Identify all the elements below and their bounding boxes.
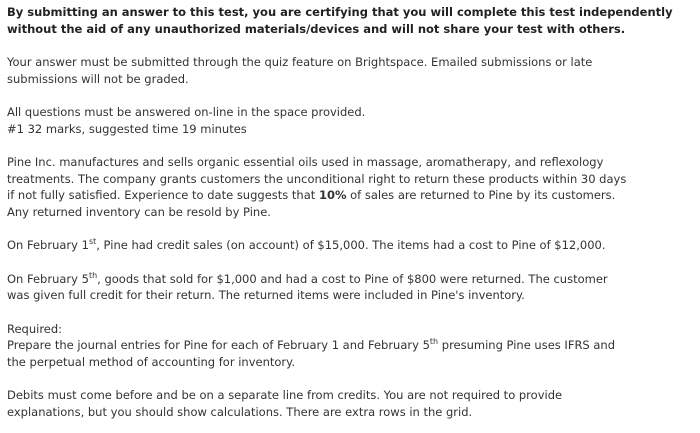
submission-notice-line2: submissions will not be graded. xyxy=(7,71,189,86)
scenario-line2: treatments. The company grants customers the unconditional right to return these products within 30 days xyxy=(7,171,627,186)
required-line1-end: presuming Pine uses IFRS and xyxy=(438,338,616,352)
feb5-start: On February 5 xyxy=(7,271,89,286)
feb1-end: , Pine had credit sales (on account) of $15,000. The items had a cost to Pine of $12,000. xyxy=(96,238,606,252)
feb5-line2: was given full credit for their return. The returned items were included in Pine's inventory. xyxy=(7,288,525,302)
scenario-paragraph xyxy=(7,154,690,220)
required-line2: the perpetual method of accounting for inventory. xyxy=(7,354,295,369)
return-rate: 10% xyxy=(318,188,347,202)
answer-instructions xyxy=(7,104,690,137)
feb1-ordinal: st xyxy=(88,237,97,247)
required-line1-start: Prepare the journal entries for Pine for each of February 1 and February 5 xyxy=(7,338,430,352)
feb5-end: , goods that sold for $1,000 and had a cost to Pine of $800 were returned. The customer xyxy=(97,271,608,286)
grid-notes xyxy=(7,387,690,420)
feb5-ordinal: th xyxy=(88,270,98,280)
required-heading: Required: xyxy=(7,321,63,336)
scenario-line4: Any returned inventory can be resold by Pine. xyxy=(7,204,271,219)
question-marks-time: #1 32 marks, suggested time 19 minutes xyxy=(7,121,247,136)
grid-notes-line2: explanations, but you should show calculations. There are extra rows in the grid. xyxy=(7,404,473,419)
scenario-line1: Pine Inc. manufactures and sells organic essential oils used in massage, aromatherapy, and reflexology xyxy=(7,155,604,169)
feb5-transaction xyxy=(7,271,690,304)
required-section xyxy=(7,321,690,371)
integrity-warning-line1: By submitting an answer to this test, you are certifying that you will complete this test independently xyxy=(7,5,673,19)
scenario-line3-start: if not fully satisfied. Experience to date suggests that xyxy=(7,188,319,202)
feb1-start: On February 1 xyxy=(7,238,89,252)
submission-notice-line1: Your answer must be submitted through the quiz feature on Brightspace. Emailed submissions or late xyxy=(7,55,593,69)
integrity-warning xyxy=(7,4,690,37)
submission-notice xyxy=(7,54,690,87)
scenario-line3-end: of sales are returned to Pine by its customers. xyxy=(346,188,616,202)
feb1-transaction xyxy=(7,237,690,254)
answer-instructions-line1: All questions must be answered on-line in the space provided. xyxy=(7,105,366,119)
grid-notes-line1: Debits must come before and be on a separate line from credits. You are not required to provide xyxy=(7,388,563,402)
required-ordinal: th xyxy=(429,337,439,347)
integrity-warning-line2: without the aid of any unauthorized materials/devices and will not share your test with others. xyxy=(7,21,626,36)
